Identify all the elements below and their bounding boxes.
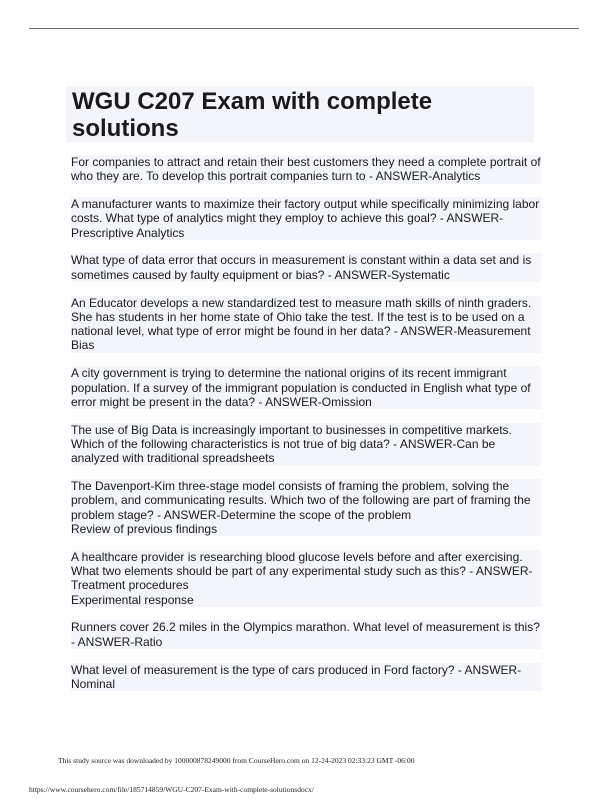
qa-text: What type of data error that occurs in measurement is constant within a data set and is sometimes caused by faulty equipment or bias? - ANSWER-Systematic [71,253,541,282]
qa-item-1 [71,155,541,184]
qa-text: An Educator develops a new standardized test to measure math skills of ninth graders. She has students in her home state of Ohio take the test. If the test is to be used on a national level, what type of error might be found in her data? - ANSWER-Measurement Bias [71,296,541,353]
qa-text: Runners cover 26.2 miles in the Olympics marathon. What level of measurement is this? - ANSWER-Ratio [71,620,540,649]
qa-text: What level of measurement is the type of cars produced in Ford factory? - ANSWER-Nominal [71,663,541,692]
qa-item-9 [71,620,541,649]
qa-text: The use of Big Data is increasingly important to businesses in competitive markets. Which of the following characteristics is not true of big data? - ANSWER-Can be analyzed with traditional spreadsheets [71,423,541,466]
qa-item-2 [71,197,541,240]
qa-item-7 [71,479,541,536]
qa-text: The Davenport-Kim three-stage model consists of framing the problem, solving the problem, and communicating results. Which two of the following are part of framing the problem stage? - ANSWER-Determine the scope of the problem Review of previous findings [71,479,541,536]
download-notice: This study source was downloaded by 100000878249000 from CourseHero.com on 12-24-2023 02:33:23 GMT -06:00 [58,756,415,765]
qa-text: A healthcare provider is researching blood glucose levels before and after exercising. What two elements should be part of any experimental study such as this? - ANSWER-Treatment procedures Experimental response [71,550,541,607]
qa-text: For companies to attract and retain their best customers they need a complete portrait of who they are. To develop this portrait companies turn to - ANSWER-Analytics [71,155,541,184]
page-title: WGU C207 Exam with complete solutions [72,88,433,142]
header-divider [29,28,579,29]
qa-item-5 [71,366,541,409]
qa-item-8 [71,550,541,607]
qa-item-4 [71,296,541,353]
qa-text: A manufacturer wants to maximize their factory output while specifically minimizing labor costs. What type of analytics might they employ to achieve this goal? - ANSWER-Prescriptive Analytics [71,197,540,240]
question-answer-list [71,155,541,705]
qa-item-6 [71,423,541,466]
qa-item-3 [71,253,541,282]
qa-text: A city government is trying to determine the national origins of its recent immigrant population. If a survey of the immigrant population is conducted in English what type of error might be present in the data? - ANSWER-Omission [71,366,541,409]
qa-item-10 [71,663,541,692]
source-url: https://www.coursehero.com/file/185714859/WGU-C207-Exam-with-complete-solutionsdocx/ [29,785,314,794]
